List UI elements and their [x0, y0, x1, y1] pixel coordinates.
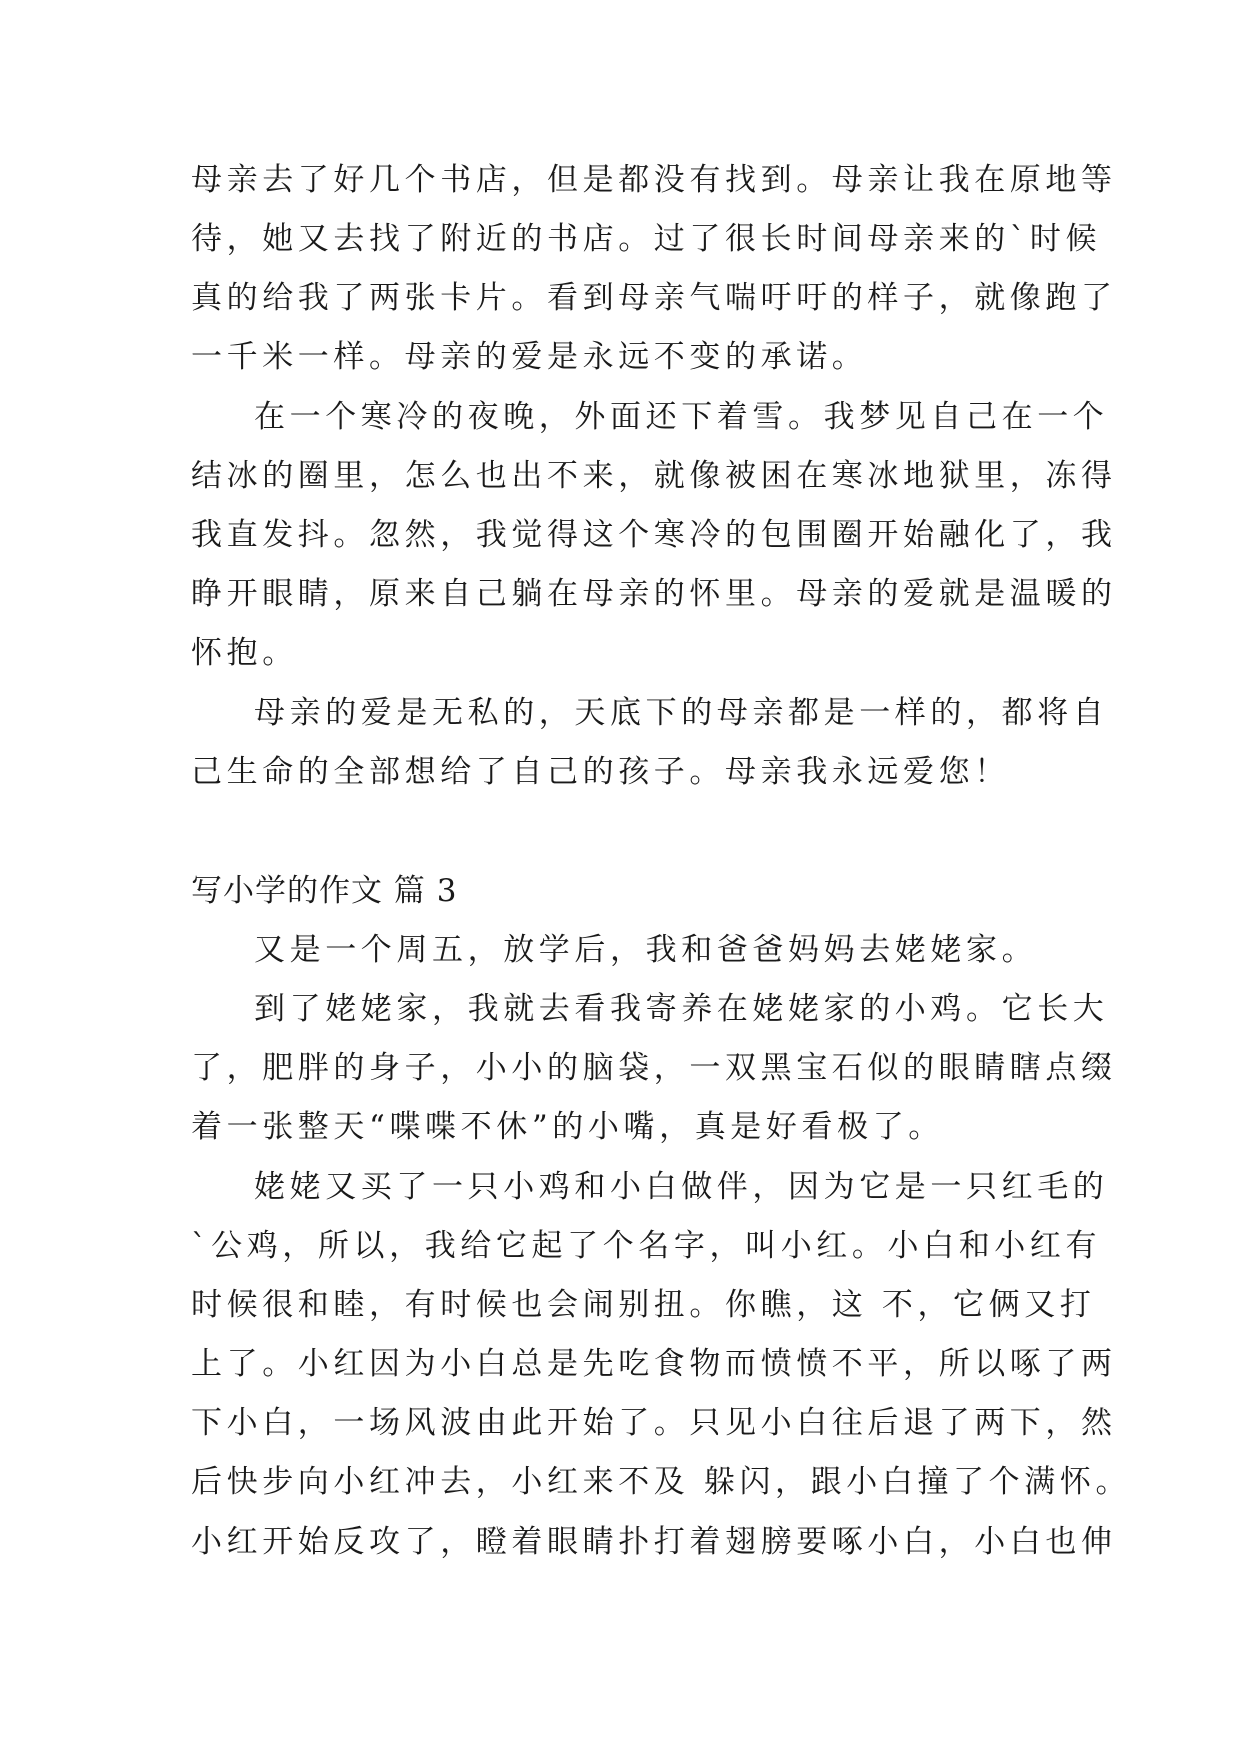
text-line: 上了。小红因为小白总是先吃食物而愤愤不平，所以啄了两 — [191, 1346, 1117, 1382]
text-line: 着一张整天“喋喋不休”的小嘴，真是好看极了。 — [191, 1109, 944, 1145]
text-line: 真的给我了两张卡片。看到母亲气喘吁吁的样子，就像跑了 — [191, 280, 1117, 316]
section-heading: 写小学的作文 篇 3 — [191, 873, 458, 909]
text-line: 后快步向小红冲去，小红来不及 躲闪，跟小白撞了个满怀。 — [191, 1464, 1132, 1500]
text-line: 怀抱。 — [191, 635, 298, 671]
text-line: 小红开始反攻了，瞪着眼睛扑打着翅膀要啄小白，小白也伸 — [191, 1524, 1117, 1560]
text-line: 了，肥胖的身子，小小的脑袋，一双黑宝石似的眼睛瞎点缀 — [191, 1050, 1117, 1086]
paragraph-first-line: 到了姥姥家，我就去看我寄养在姥姥家的小鸡。它长大 — [254, 991, 1109, 1027]
text-line: `公鸡，所以，我给它起了个名字，叫小红。小白和小红有 — [191, 1228, 1102, 1264]
text-line: 母亲去了好几个书店，但是都没有找到。母亲让我在原地等 — [191, 162, 1117, 198]
paragraph-first-line: 又是一个周五，放学后，我和爸爸妈妈去姥姥家。 — [254, 932, 1038, 968]
text-line: 待，她又去找了附近的书店。过了很长时间母亲来的`时候 — [191, 221, 1102, 257]
text-line: 时候很和睦，有时候也会闹别扭。你瞧，这 不，它俩又打 — [191, 1287, 1096, 1323]
text-line: 一千米一样。母亲的爱是永远不变的承诺。 — [191, 339, 868, 375]
paragraph-first-line: 姥姥又买了一只小鸡和小白做伴，因为它是一只红毛的 — [254, 1169, 1109, 1205]
paragraph-first-line: 母亲的爱是无私的，天底下的母亲都是一样的，都将自 — [254, 695, 1109, 731]
text-line: 睁开眼睛，原来自己躺在母亲的怀里。母亲的爱就是温暖的 — [191, 576, 1117, 612]
text-line: 结冰的圈里，怎么也出不来，就像被困在寒冰地狱里，冻得 — [191, 458, 1117, 494]
text-line: 下小白，一场风波由此开始了。只见小白往后退了两下，然 — [191, 1405, 1117, 1441]
paragraph-first-line: 在一个寒冷的夜晚，外面还下着雪。我梦见自己在一个 — [254, 399, 1109, 435]
text-line: 己生命的全部想给了自己的孩子。母亲我永远爱您！ — [191, 754, 1010, 790]
text-line: 我直发抖。忽然，我觉得这个寒冷的包围圈开始融化了，我 — [191, 517, 1117, 553]
